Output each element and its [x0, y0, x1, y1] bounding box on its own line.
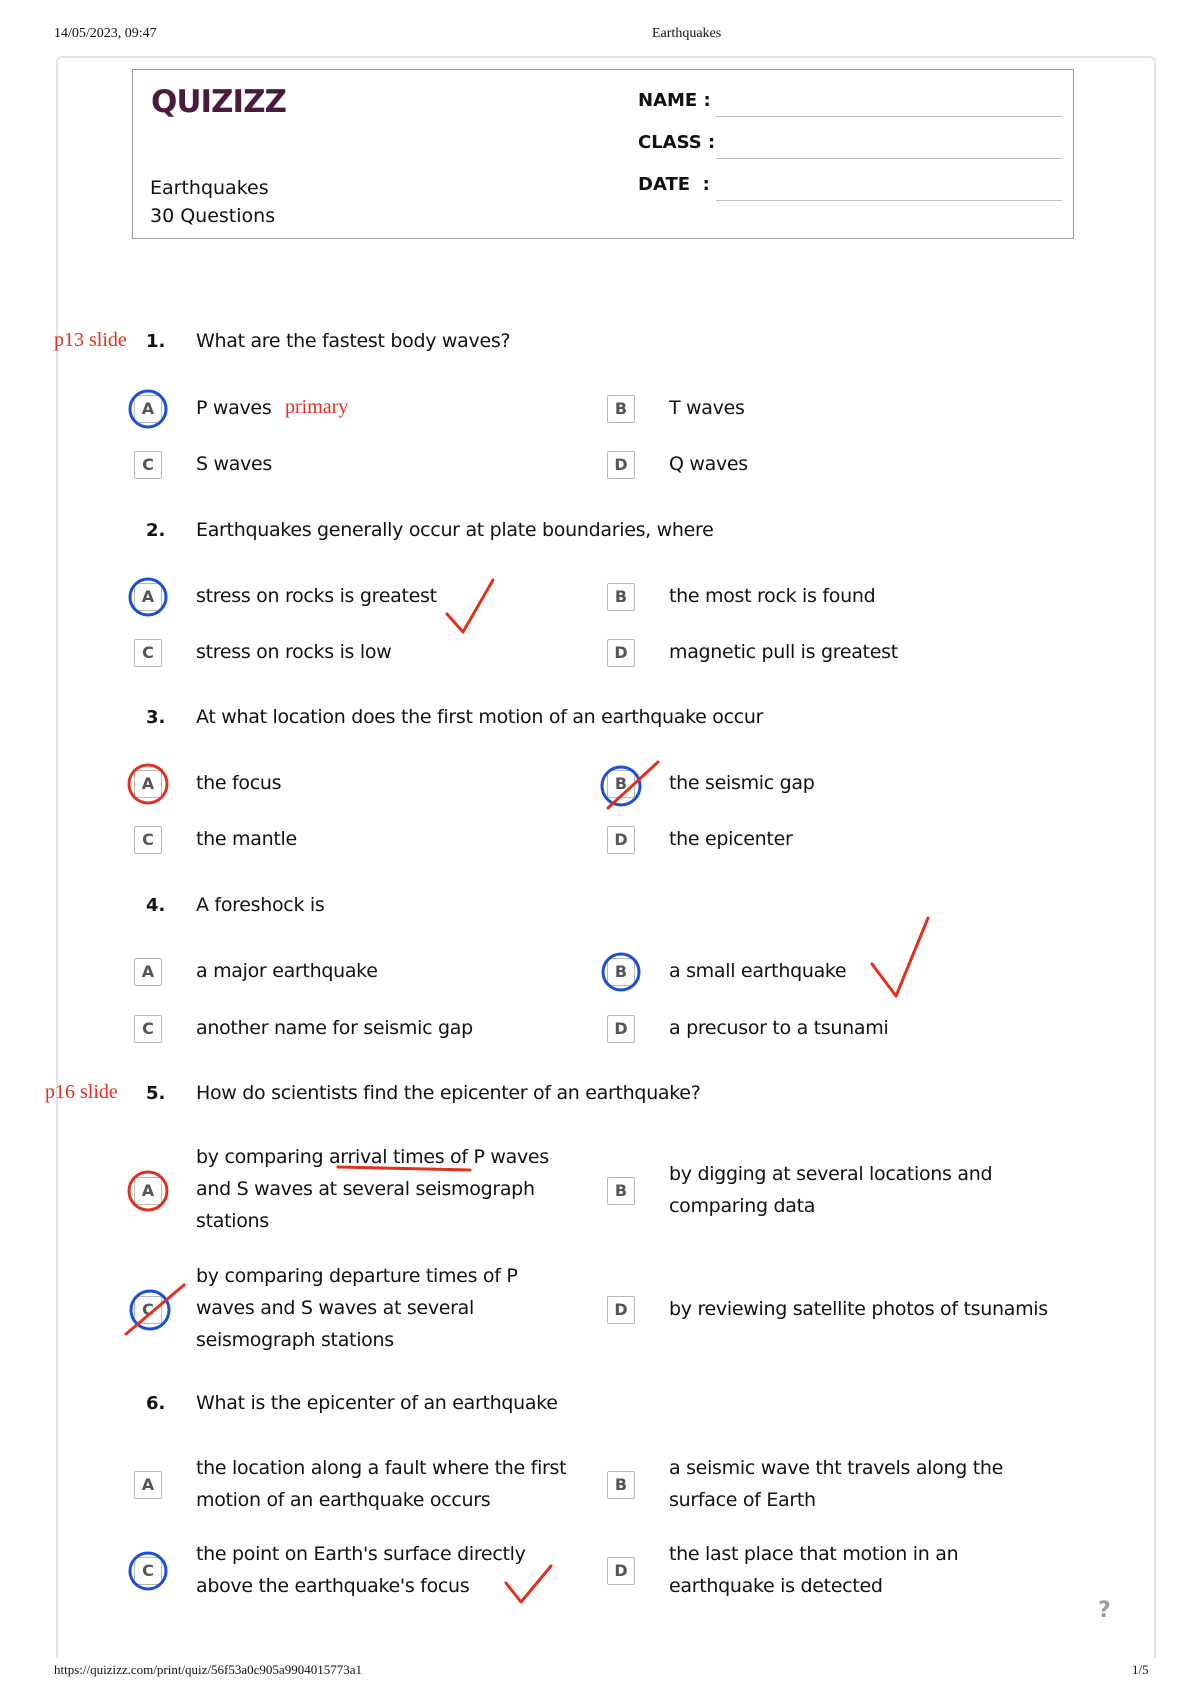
- option-text-b: the seismic gap: [669, 772, 815, 794]
- option-box-a[interactable]: A: [134, 583, 162, 611]
- option-text-c: by comparing departure times of P waves and S waves at several seismograph stations: [196, 1265, 518, 1351]
- option-box-b[interactable]: B: [607, 583, 635, 611]
- option-text-c: the point on Earth's surface directly above the earthquake's focus: [196, 1543, 526, 1597]
- print-url: https://quizizz.com/print/quiz/56f53a0c905a9904015773a1: [54, 1662, 362, 1677]
- option-text-c: S waves: [196, 453, 273, 475]
- option-text-c: the mantle: [196, 828, 297, 850]
- name-label: NAME :: [638, 90, 711, 111]
- option-text-c: stress on rocks is low: [196, 641, 392, 663]
- option-box-c[interactable]: C: [134, 1015, 162, 1043]
- option-box-a[interactable]: A: [134, 770, 162, 798]
- option-box-c[interactable]: C: [134, 1557, 162, 1585]
- date-label: DATE :: [638, 174, 710, 195]
- help-icon[interactable]: ?: [1098, 1598, 1111, 1623]
- option-box-d[interactable]: D: [607, 1557, 635, 1585]
- annotation-p13-slide: p13 slide: [54, 329, 127, 351]
- annotation-primary: primary: [285, 396, 349, 418]
- option-box-d[interactable]: D: [607, 1296, 635, 1324]
- question-number: 5.: [146, 1083, 166, 1104]
- print-datetime: 14/05/2023, 09:47: [54, 26, 157, 41]
- option-box-b[interactable]: B: [607, 958, 635, 986]
- quiz-title: Earthquakes: [150, 177, 269, 199]
- option-text-a: a major earthquake: [196, 960, 378, 982]
- option-text-d: by reviewing satellite photos of tsunamis: [669, 1298, 1048, 1320]
- option-text-a: the focus: [196, 772, 282, 794]
- question-text: A foreshock is: [196, 894, 325, 916]
- question-number: 1.: [146, 331, 166, 352]
- option-text-b: a seismic wave tht travels along the surface of Earth: [669, 1457, 1003, 1511]
- print-page-number: 1/5: [1132, 1662, 1149, 1677]
- option-box-d[interactable]: D: [607, 826, 635, 854]
- question-number: 4.: [146, 895, 166, 916]
- option-text-d: the epicenter: [669, 828, 793, 850]
- option-text-b: a small earthquake: [669, 960, 847, 982]
- option-box-d[interactable]: D: [607, 1015, 635, 1043]
- option-box-b[interactable]: B: [607, 1177, 635, 1205]
- option-text-b: T waves: [669, 397, 745, 419]
- class-line[interactable]: [716, 158, 1062, 159]
- option-text-a: P waves: [196, 397, 272, 419]
- option-text-d: magnetic pull is greatest: [669, 641, 898, 663]
- option-text-c: another name for seismic gap: [196, 1017, 473, 1039]
- option-box-b[interactable]: B: [607, 770, 635, 798]
- date-line[interactable]: [716, 200, 1062, 201]
- option-box-b[interactable]: B: [607, 395, 635, 423]
- option-text-d: Q waves: [669, 453, 748, 475]
- question-number: 2.: [146, 520, 166, 541]
- print-header: [0, 26, 1200, 46]
- date-field[interactable]: [638, 174, 1058, 204]
- question-text: Earthquakes generally occur at plate boundaries, where: [196, 519, 714, 541]
- worksheet-header: [132, 69, 1074, 239]
- name-line[interactable]: [716, 116, 1062, 117]
- option-text-a: the location along a fault where the first motion of an earthquake occurs: [196, 1457, 567, 1511]
- option-text-b: by digging at several locations and comparing data: [669, 1163, 993, 1217]
- question-text: How do scientists find the epicenter of an earthquake?: [196, 1082, 701, 1104]
- print-footer: [0, 1662, 1200, 1682]
- annotation-p16-slide: p16 slide: [45, 1081, 118, 1103]
- option-box-a[interactable]: A: [134, 958, 162, 986]
- option-box-d[interactable]: D: [607, 451, 635, 479]
- question-text: At what location does the first motion of an earthquake occur: [196, 706, 764, 728]
- print-title: Earthquakes: [652, 26, 722, 41]
- option-box-a[interactable]: A: [134, 395, 162, 423]
- quiz-title-block: [150, 174, 275, 230]
- option-box-a[interactable]: A: [134, 1177, 162, 1205]
- option-text-d: a precusor to a tsunami: [669, 1017, 889, 1039]
- name-field[interactable]: [638, 90, 1058, 120]
- option-box-c[interactable]: C: [134, 451, 162, 479]
- option-box-c[interactable]: C: [134, 639, 162, 667]
- option-box-a[interactable]: A: [134, 1471, 162, 1499]
- option-text-a: stress on rocks is greatest: [196, 585, 437, 607]
- question-text: What are the fastest body waves?: [196, 330, 511, 352]
- option-box-c[interactable]: C: [134, 826, 162, 854]
- option-box-d[interactable]: D: [607, 639, 635, 667]
- question-text: What is the epicenter of an earthquake: [196, 1392, 558, 1414]
- question-count: 30 Questions: [150, 205, 276, 227]
- quizizz-logo: QUIZIZZ: [151, 84, 287, 120]
- option-text-d: the last place that motion in an earthquake is detected: [669, 1543, 959, 1597]
- option-text-a: by comparing arrival times of P waves and S waves at several seismograph stations: [196, 1146, 549, 1232]
- option-text-b: the most rock is found: [669, 585, 876, 607]
- question-number: 3.: [146, 707, 166, 728]
- class-label: CLASS :: [638, 132, 716, 153]
- page-frame: [56, 56, 1156, 1658]
- class-field[interactable]: [638, 132, 1058, 162]
- option-box-c[interactable]: C: [134, 1296, 162, 1324]
- option-box-b[interactable]: B: [607, 1471, 635, 1499]
- question-number: 6.: [146, 1393, 166, 1414]
